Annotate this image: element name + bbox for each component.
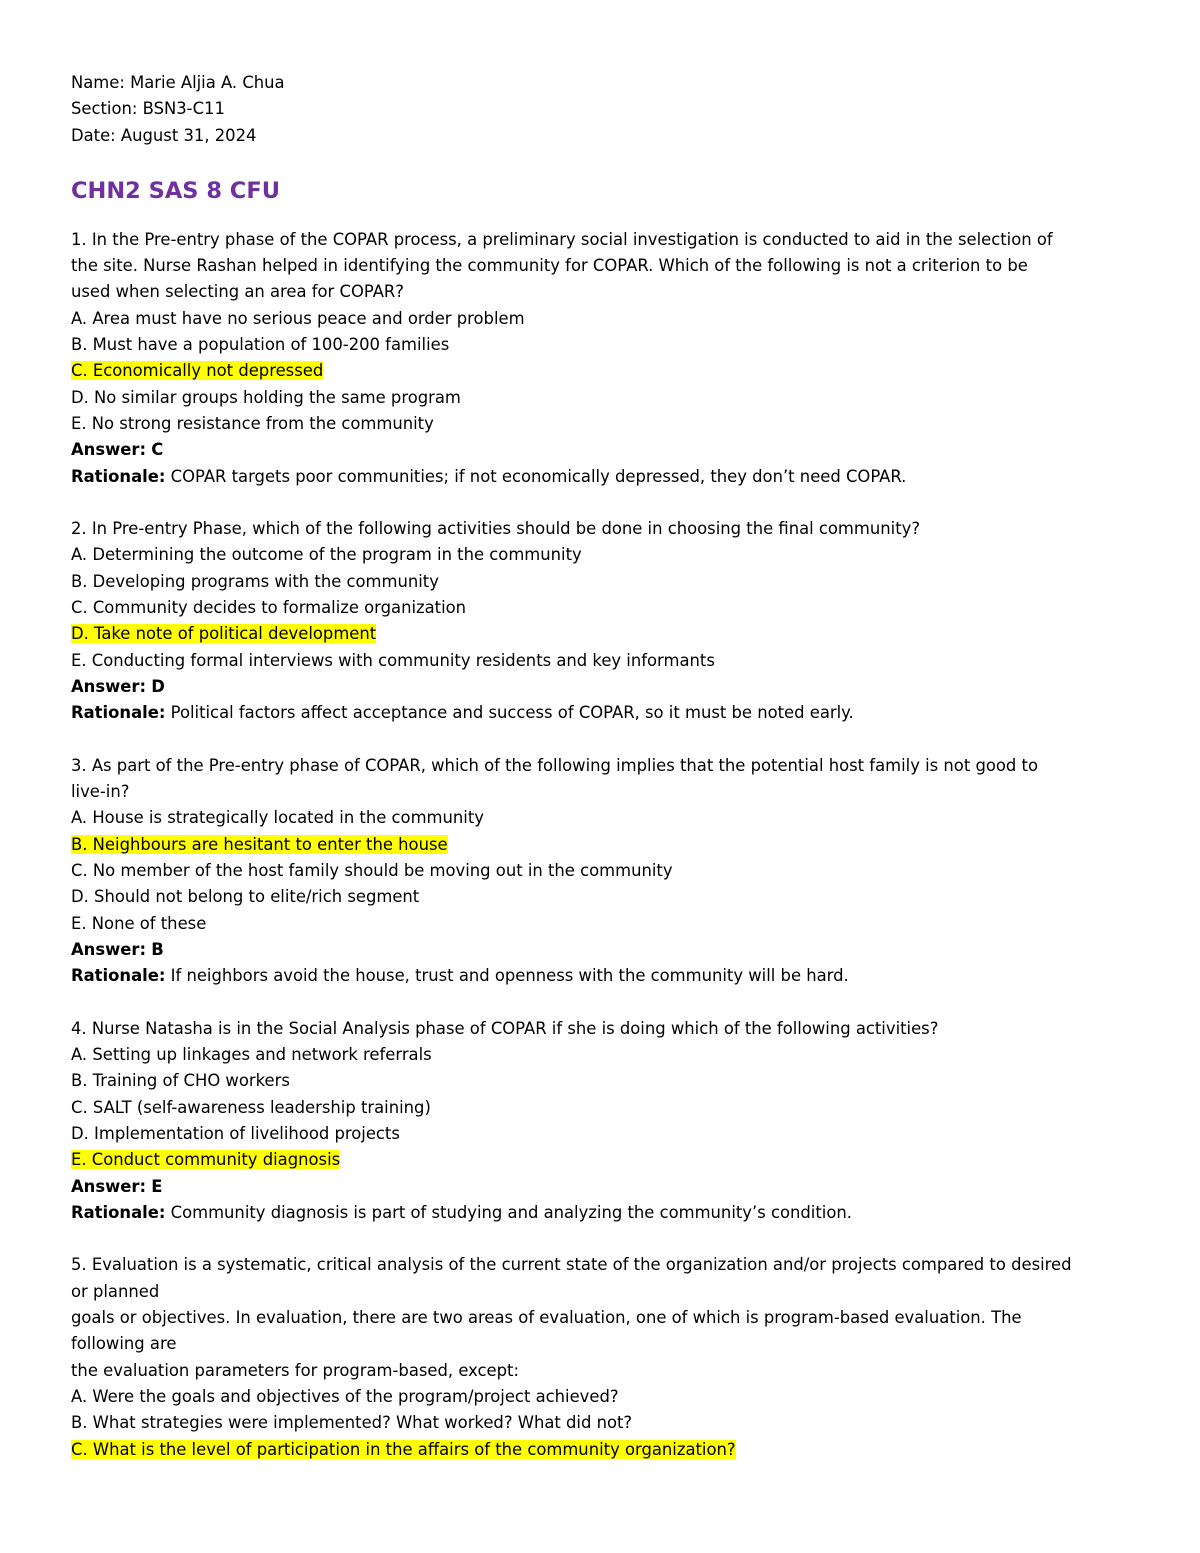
option-c: C. SALT (self-awareness leadership training) [71, 1097, 431, 1117]
option-b: B. Training of CHO workers [71, 1071, 290, 1091]
question-3 [71, 753, 1141, 990]
rationale-line [71, 700, 1141, 726]
question-2 [71, 516, 1141, 726]
document-page [71, 70, 1141, 1463]
question-stem-line: 2. In Pre-entry Phase, which of the following activities should be done in choosing the final community? [71, 519, 921, 539]
document-title: CHN2 SAS 8 CFU [71, 177, 280, 204]
student-name: Name: Marie Aljia A. Chua [71, 73, 285, 92]
rationale-label: Rationale: [71, 1202, 166, 1222]
option-a: A. Were the goals and objectives of the program/project achieved? [71, 1386, 619, 1406]
option-e-highlighted: E. Conduct community diagnosis [71, 1150, 341, 1170]
answer-line [71, 1174, 1141, 1200]
answer-label: Answer: [71, 440, 147, 460]
option-a: A. House is strategically located in the community [71, 808, 484, 828]
answer-line [71, 437, 1141, 463]
question-stem-line: the evaluation parameters for program-based, except: [71, 1360, 519, 1380]
option-b-highlighted: B. Neighbours are hesitant to enter the house [71, 834, 448, 854]
option-a: A. Setting up linkages and network referrals [71, 1045, 432, 1065]
question-stem-line: 4. Nurse Natasha is in the Social Analysis phase of COPAR if she is doing which of the following activities? [71, 1018, 939, 1038]
question-5 [71, 1252, 1141, 1462]
rationale-line [71, 464, 1141, 490]
question-stem-line: used when selecting an area for COPAR? [71, 282, 404, 302]
answer-value: B [151, 939, 164, 959]
answer-line [71, 937, 1141, 963]
rationale-label: Rationale: [71, 703, 166, 723]
question-stem-line: 5. Evaluation is a systematic, critical analysis of the current state of the organization and/or projects compared to desired [71, 1255, 1072, 1275]
option-e: E. No strong resistance from the community [71, 413, 434, 433]
question-1 [71, 227, 1141, 490]
student-section: Section: BSN3-C11 [71, 99, 225, 119]
question-stem-line: goals or objectives. In evaluation, there are two areas of evaluation, one of which is program-based evaluation. The [71, 1308, 1022, 1328]
answer-label: Answer: [71, 1176, 147, 1196]
rationale-line [71, 1200, 1141, 1226]
option-d: D. Should not belong to elite/rich segment [71, 887, 420, 907]
option-d: D. Implementation of livelihood projects [71, 1123, 400, 1143]
rationale-line [71, 963, 1141, 989]
option-c: C. Community decides to formalize organization [71, 598, 467, 618]
option-b: B. Must have a population of 100-200 families [71, 335, 450, 355]
rationale-text: Community diagnosis is part of studying and analyzing the community’s condition. [170, 1202, 852, 1222]
question-stem-line: 1. In the Pre-entry phase of the COPAR process, a preliminary social investigation is conducted to aid in the selection of [71, 229, 1053, 249]
option-d: D. No similar groups holding the same program [71, 387, 461, 407]
rationale-label: Rationale: [71, 466, 166, 486]
option-c-highlighted: C. What is the level of participation in the affairs of the community organization? [71, 1439, 736, 1459]
option-a: A. Determining the outcome of the program in the community [71, 545, 582, 565]
option-b: B. What strategies were implemented? What worked? What did not? [71, 1413, 633, 1433]
question-stem-line: the site. Nurse Rashan helped in identifying the community for COPAR. Which of the following is not a criterion to be [71, 256, 1028, 276]
rationale-text: If neighbors avoid the house, trust and openness with the community will be hard. [170, 966, 849, 986]
option-e: E. None of these [71, 913, 207, 933]
answer-label: Answer: [71, 939, 147, 959]
option-a: A. Area must have no serious peace and order problem [71, 308, 525, 328]
question-stem-line: following are [71, 1334, 177, 1354]
question-stem-line: or planned [71, 1281, 160, 1301]
rationale-text: Political factors affect acceptance and success of COPAR, so it must be noted early. [170, 703, 854, 723]
rationale-label: Rationale: [71, 966, 166, 986]
option-b: B. Developing programs with the community [71, 571, 439, 591]
question-stem-line: 3. As part of the Pre-entry phase of COPAR, which of the following implies that the potential host family is not good to [71, 755, 1038, 775]
answer-line [71, 674, 1141, 700]
answer-value: C [151, 440, 164, 460]
answer-value: D [151, 676, 165, 696]
question-4 [71, 1016, 1141, 1226]
question-stem-line: live-in? [71, 782, 130, 802]
answer-value: E [151, 1176, 163, 1196]
option-e: E. Conducting formal interviews with community residents and key informants [71, 650, 715, 670]
answer-label: Answer: [71, 676, 147, 696]
option-d-highlighted: D. Take note of political development [71, 624, 377, 644]
option-c-highlighted: C. Economically not depressed [71, 361, 324, 381]
option-c: C. No member of the host family should be moving out in the community [71, 861, 673, 881]
rationale-text: COPAR targets poor communities; if not economically depressed, they don’t need COPAR. [170, 466, 907, 486]
document-date: Date: August 31, 2024 [71, 125, 257, 145]
